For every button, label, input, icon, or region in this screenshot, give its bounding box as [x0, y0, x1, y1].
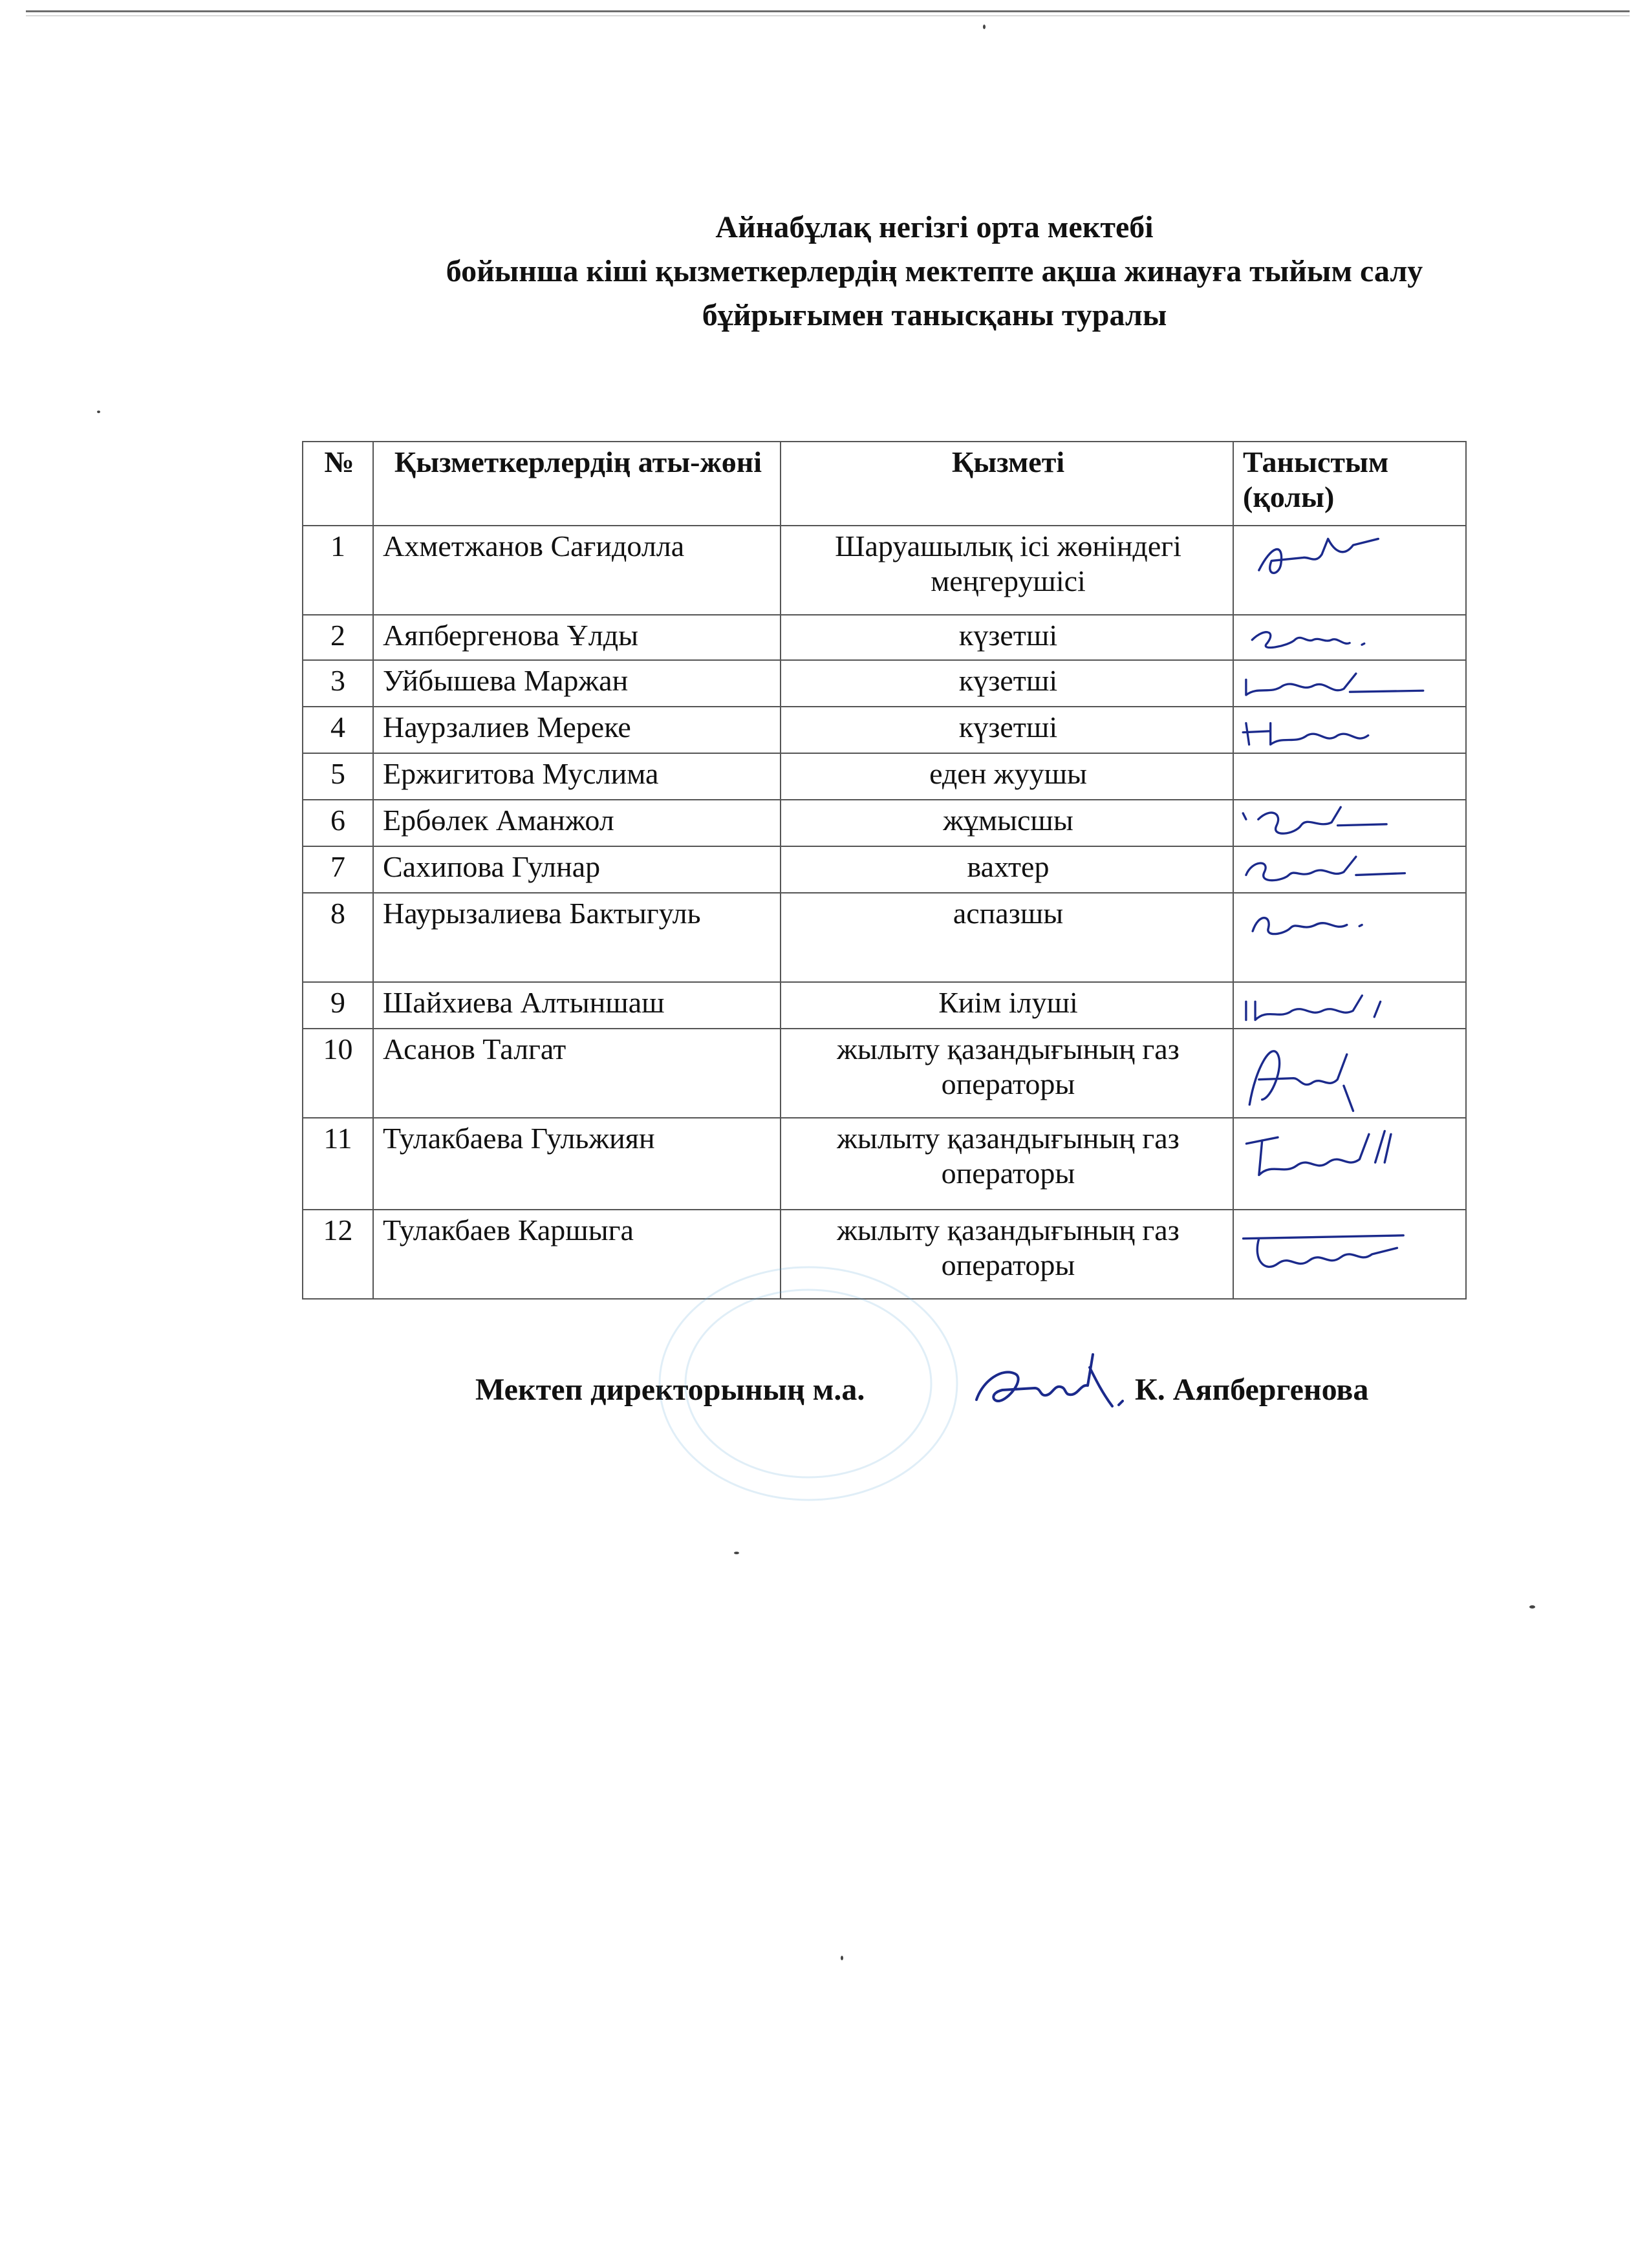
employee-position: жылыту қазандығының газ операторы: [781, 1029, 1233, 1118]
employee-position: вахтер: [781, 846, 1233, 893]
handwritten-signature-icon: [1234, 800, 1465, 844]
row-number: 6: [303, 800, 373, 846]
signature-cell: [1233, 800, 1466, 846]
table-row: [303, 1029, 1466, 1118]
employee-name: Ербөлек Аманжол: [373, 800, 781, 846]
employee-name: Сахипова Гулнар: [373, 846, 781, 893]
table-row: [303, 982, 1466, 1029]
employee-name: Асанов Талгат: [373, 1029, 781, 1118]
employee-position: жылыту қазандығының газ операторы: [781, 1210, 1233, 1299]
employee-name: Наурзалиев Мереке: [373, 707, 781, 753]
table-row: [303, 893, 1466, 982]
handwritten-signature-icon: [1234, 1210, 1465, 1297]
employee-position: күзетші: [781, 660, 1233, 707]
signature-cell: [1233, 1029, 1466, 1118]
scan-speck: [97, 411, 100, 413]
header-position: Қызметі: [781, 442, 1233, 526]
header-name: Қызметкерлердің аты-жөні: [373, 442, 781, 526]
table-row: [303, 615, 1466, 660]
employee-position: Шаруашылық ісі жөніндегі меңгерушісі: [781, 526, 1233, 615]
row-number: 10: [303, 1029, 373, 1118]
table-row: [303, 1118, 1466, 1210]
scan-speck: [983, 25, 986, 29]
employee-position: Киім ілуші: [781, 982, 1233, 1029]
row-number: 11: [303, 1118, 373, 1210]
document-title: [297, 206, 1571, 337]
employee-position: күзетші: [781, 615, 1233, 660]
row-number: 8: [303, 893, 373, 982]
header-signature: Таныстым (қолы): [1233, 442, 1466, 526]
handwritten-signature-icon: [1234, 1118, 1465, 1208]
signature-cell: [1233, 893, 1466, 982]
handwritten-signature-icon: [1234, 893, 1465, 980]
director-signature-icon: [964, 1329, 1145, 1426]
row-number: 1: [303, 526, 373, 615]
handwritten-signature-icon: [1234, 983, 1465, 1027]
handwritten-signature-icon: [1234, 526, 1465, 613]
row-number: 2: [303, 615, 373, 660]
row-number: 4: [303, 707, 373, 753]
employee-name: Наурызалиева Бактыгуль: [373, 893, 781, 982]
acting-director-name: К. Аяпбергенова: [1135, 1373, 1369, 1407]
signature-cell: [1233, 660, 1466, 707]
signature-cell: [1233, 1210, 1466, 1299]
signature-cell: [1233, 753, 1466, 800]
title-line-1: Айнабұлақ негізгі орта мектебі: [715, 210, 1154, 244]
signature-cell: [1233, 707, 1466, 753]
signature-cell: [1233, 615, 1466, 660]
table-header-row: [303, 442, 1466, 526]
handwritten-signature-icon: [1234, 661, 1465, 705]
title-line-2: бойынша кіші қызметкерлердің мектепте ақша жинауға тыйым салу: [446, 254, 1423, 288]
title-line-3: бұйрығымен танысқаны туралы: [702, 298, 1167, 332]
employee-name: Шайхиева Алтыншаш: [373, 982, 781, 1029]
table-row: [303, 846, 1466, 893]
scan-speck: [1529, 1605, 1535, 1609]
row-number: 3: [303, 660, 373, 707]
signature-cell: [1233, 846, 1466, 893]
employee-name: Уйбышева Маржан: [373, 660, 781, 707]
employee-name: Аяпбергенова Ұлды: [373, 615, 781, 660]
signature-cell: [1233, 526, 1466, 615]
row-number: 9: [303, 982, 373, 1029]
row-number: 12: [303, 1210, 373, 1299]
employee-name: Тулакбаева Гульжиян: [373, 1118, 781, 1210]
employee-name: Тулакбаев Каршыга: [373, 1210, 781, 1299]
employee-position: жұмысшы: [781, 800, 1233, 846]
scan-top-edge-line: [26, 10, 1630, 12]
signature-cell: [1233, 1118, 1466, 1210]
employee-name: Ержигитова Муслима: [373, 753, 781, 800]
employee-position: аспазшы: [781, 893, 1233, 982]
handwritten-signature-icon: [1234, 847, 1465, 891]
faded-stamp-icon: [647, 1254, 970, 1513]
row-number: 5: [303, 753, 373, 800]
signature-cell: [1233, 982, 1466, 1029]
table-row: [303, 707, 1466, 753]
table-row: [303, 800, 1466, 846]
employee-name: Ахметжанов Сағидолла: [373, 526, 781, 615]
employee-position: еден жуушы: [781, 753, 1233, 800]
employee-position: жылыту қазандығының газ операторы: [781, 1118, 1233, 1210]
header-num: №: [303, 442, 373, 526]
table-row: [303, 753, 1466, 800]
scan-speck: [734, 1552, 739, 1554]
scan-speck: [841, 1956, 843, 1960]
handwritten-signature-icon: [1234, 1029, 1465, 1116]
row-number: 7: [303, 846, 373, 893]
employee-position: күзетші: [781, 707, 1233, 753]
handwritten-signature-icon: [1234, 707, 1465, 751]
acting-director-label: Мектеп директорының м.а.: [475, 1373, 865, 1407]
table-row: [303, 526, 1466, 615]
handwritten-signature-icon: [1234, 615, 1465, 658]
staff-acknowledgement-table: [302, 441, 1467, 1300]
table-row: [303, 660, 1466, 707]
